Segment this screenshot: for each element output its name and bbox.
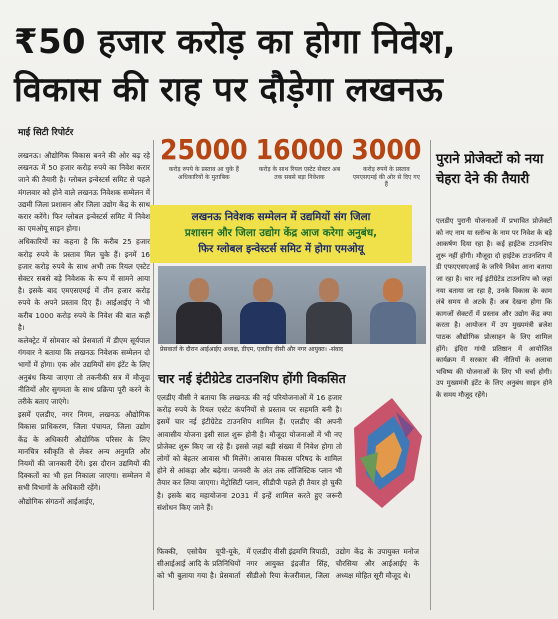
stat-item xyxy=(351,134,421,196)
left-paragraph: अधिकारियों का कहना है कि करीब 25 हजार करोड़ रुपये के प्रस्ताव मिल चुके हैं। इनमें 16 हजार करोड़ रुपये के साथ अभी तक रियल एस्टेट सेक्टर सबसे बड़े निवेशक के रूप में सामने आया है। इसके बाद एमएसएमई में तीन हजार करोड़ रुपये के अपने प्रस्ताव दिए हैं। आईआईए ने भी करीब 1000 करोड़ रुपये के निवेश की बात कही है। xyxy=(18,237,150,332)
press-conference-photo xyxy=(158,266,426,344)
left-column xyxy=(18,150,150,509)
building-illustration xyxy=(348,388,428,516)
person-figure xyxy=(370,278,416,344)
photo-caption: प्रेसवार्ता के दौरान आईआईए अध्यक्ष, डीएम, एलडीए वीसी और नगर आयुक्त। -संवाद xyxy=(160,346,344,353)
section-subhead: चार नई इंटीग्रेटेड टाउनशिप होंगी विकसित xyxy=(158,371,346,386)
stat-value: 3000 xyxy=(351,133,422,166)
stats-row xyxy=(160,133,422,196)
bottom-column: फिक्की, एसोचैम यूपी-यूके, सीआईआई आदि के प्रतिनिधियों को भी बुलाया गया है। प्रेसवार्ता में एलडीए वीसी इंद्रमणि त्रिपाठी, नगर आयुक्त इंद्रजीत सिंह, सीडीओ रिया केजरीवाल, जिला उद्योग केंद्र के उपायुक्त मनोज चौरसिया और आईआईए के अध्यक्ष मोहित सूरी मौजूद थे। xyxy=(157,547,419,581)
stat-caption: करोड़ रुपये के प्रस्ताव एमएसएमई की ओर से दिए गए हैं xyxy=(352,166,420,188)
stat-caption: करोड़ रुपये के प्रस्ताव आ चुके हैं अधिकारियों के मुताबिक xyxy=(168,166,239,181)
stat-value: 25000 xyxy=(160,133,248,166)
highlight-banner xyxy=(150,205,412,263)
person-figure xyxy=(176,278,222,344)
right-column-heading: पुराने प्रोजेक्टों को नया चेहरा देने की तैयारी xyxy=(436,152,544,187)
headline-line-1: ₹50 हजार करोड़ का होगा निवेश, xyxy=(14,22,456,62)
stat-value: 16000 xyxy=(255,133,344,166)
stat-caption: करोड़ के साथ रियल एस्टेट सेक्टर अब तक सबसे बड़ा निवेशक xyxy=(258,166,341,181)
left-paragraph: इसमें एलडीए, नगर निगम, लखनऊ औद्योगिक विकास प्राधिकरण, जिला पंचायत, जिला उद्योग केंद्र के अधिकारी औद्योगिक परिसर के लिए मानचित्र स्वीकृति से लेकर अन्य अनुमति और नियमों की जानकारी देंगे। इस दौरान उद्यमियों की दिक्कतों का भी हल निकाला जाएगा। सम्मेलन में सभी विभागों के अधिकारी रहेंगे। xyxy=(18,410,150,493)
banner-line-3: फिर ग्लोबल इन्वेस्टर्स समिट में होगा एमओयू xyxy=(198,243,364,255)
byline: माई सिटी रिपोर्टर xyxy=(18,128,74,138)
person-figure xyxy=(240,278,286,344)
right-column-body: एलडीए पुरानी योजनाओं में प्रभावित प्रोजेक्टों को नए नाम या स्लॉन्च के नाम पर निवेश के बड़े आकर्षण दिया रहा है। कई हाईटेक टाउनशिप शुरू नहीं होंगी। मौजूदा दो हाईटेक टाउनशिप में डी एफएएसएआई के जरिये निवेश आना बताया जा रहा है। चार नई इंटीग्रेटेड टाउनशिप को जहां नया बताया जा रहा है, उनके विकास के काम लंबे समय से अटके हैं। अब देखना होगा कि कागजों सेक्टरों में प्रस्ताव और उद्योग केंद्र क्या करता है। आयोजन में उप मुख्यमंत्री ब्रजेश पाठक औद्योगिक प्रोत्साहन के लिए शामिल होंगे। इंदिरा गांधी प्रतिष्ठान में आयोजित कार्यक्रम में सरकार की नीतियों के अलावा भविष्य की योजनाओं के लिए भी चर्चा होगी। उप मुख्यमंत्री इंटेंट के लिए अनुबंध साइन होने के समय मौजूद रहेंगे। xyxy=(436,217,552,399)
left-paragraph: लखनऊ। औद्योगिक विकास बनने की ओर बढ़ रहे लखनऊ में 50 हजार करोड़ रुपये का निवेश करार जाने की तैयारी है। ग्लोबल इन्वेस्टर्स समिट से पहले मंगलवार को होने वाले लखनऊ निवेशक सम्मेलन में उद्यमी जिला प्रशासन और जिला उद्योग केंद्र के साथ करार करेंगे। फिर ग्लोबल इन्वेस्टर्स समिट में निवेश का एमओयू साइन होगा। xyxy=(18,151,150,234)
banner-line-2: प्रशासन और जिला उद्योग केंद्र आज करेगा अनुबंध, xyxy=(184,227,378,239)
banner-line-1: लखनऊ निवेशक सम्मेलन में उद्यमियों संग जिला xyxy=(191,211,371,223)
stat-item xyxy=(256,134,344,196)
stat-item xyxy=(160,134,248,196)
column-divider xyxy=(430,140,431,610)
left-paragraph: कलेक्ट्रेट में सोमवार को प्रेसवार्ता में डीएम सूर्यपाल गंगवार ने बताया कि लखनऊ निवेशक सम्मेलन दो भागों में होगा। एक ओर उद्यमियों संग इंटेंट के लिए अनुबंध किया जाएगा तो तकनीकी सत्र में मौजूदा नीतियों और सुगमता के साथ प्रक्रिया पूरी करने के तरीके बताए जाएंगे। xyxy=(18,336,150,407)
mid-column: एलडीए वीसी ने बताया कि लखनऊ की नई परियोजनाओं में 16 हजार करोड़ रुपये के रियल एस्टेट कंपनियों से प्रस्ताव पर सहमति बनी है। इसमें चार नई इंटीग्रेटेड टाउनशिप शामिल हैं। एलडीए की अपनी आवासीय योजना इसी साल शुरू होनी है। मौजूदा योजनाओं में भी नए प्रोजेक्ट शुरू किए जा रहे हैं। इससे जहां बड़ी संख्या में निवेश होगा तो लोगों को बेहतर आवास भी मिलेंगे। आवास विकास परिषद के शामिल होने से आंकड़ा और बढ़ेगा। जनवरी के अंत तक लॉजिस्टिक प्लान भी तैयार कर लिया जाएगा। मेट्रोसिटी प्लान, सीडीपी पहले ही तैयार हो चुकी है। इसके बाद महायोजना 2031 में इन्हें शामिल करते हुए जरूरी संशोधन किए जाने हैं। xyxy=(157,393,342,512)
person-figure xyxy=(306,278,352,344)
left-paragraph: औद्योगिक संगठनों आईआईए, xyxy=(18,496,95,506)
headline-line-2: विकास की राह पर दौड़ेगा लखनऊ xyxy=(14,70,444,110)
headline xyxy=(14,18,554,114)
